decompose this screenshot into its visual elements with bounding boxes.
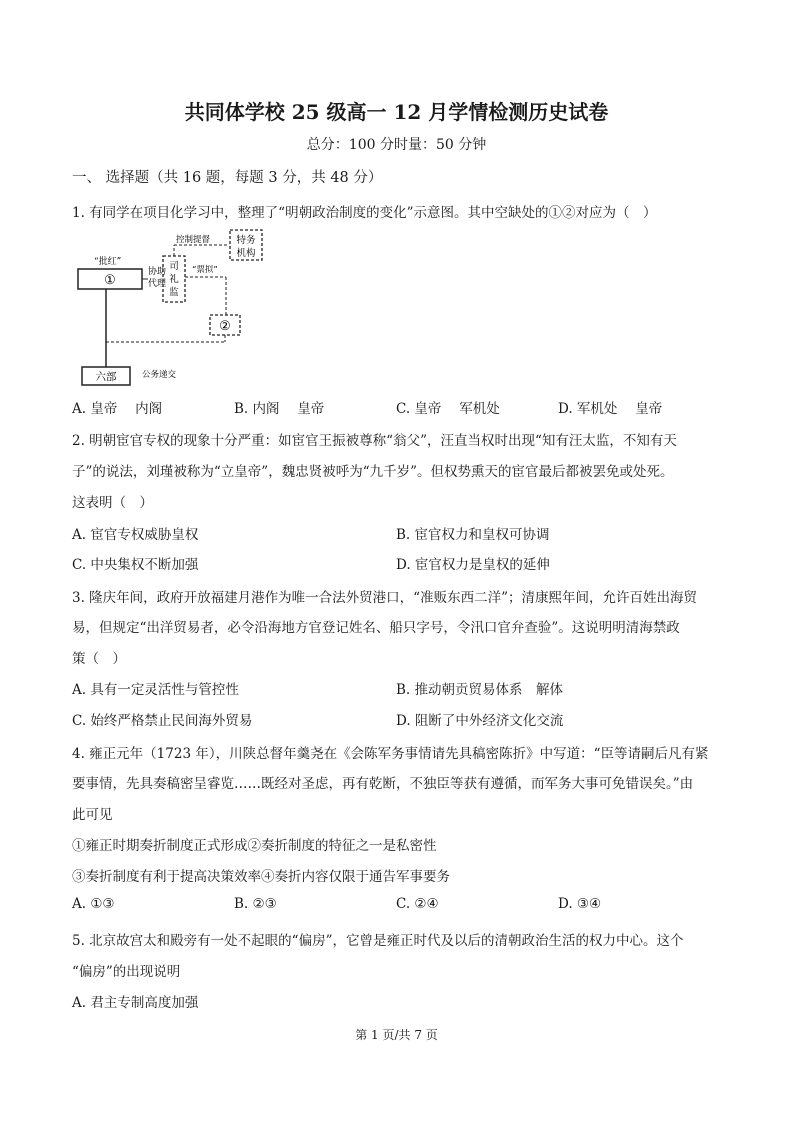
q4-line: ③奏折制度有利于提高决策效率④奏折内容仅限于通告军事要务 <box>72 869 450 885</box>
diagram-tewu-1: 特务 <box>236 235 256 246</box>
q5-line: 5. 北京故宫太和殿旁有一处不起眼的“偏房”，它曾是雍正时代及以后的清朝政治生活的权力中心。这个 <box>72 933 684 949</box>
q1-option-d[interactable]: D. 军机处 皇帝 <box>558 401 663 417</box>
q2-option-d[interactable]: D. 宦官权力是皇权的延伸 <box>396 557 550 573</box>
diagram-tewu-2: 机构 <box>236 248 256 259</box>
q1-option-a[interactable]: A. 皇帝 内阁 <box>72 401 163 417</box>
diagram-circle-1: ① <box>104 273 116 288</box>
q5-option-a[interactable]: A. 君主专制高度加强 <box>72 995 199 1011</box>
q2-option-a[interactable]: A. 宦官专权威胁皇权 <box>72 527 199 543</box>
diagram-li: 礼 <box>169 274 179 285</box>
q4-option-b[interactable]: B. ②③ <box>234 896 277 912</box>
q4-line: 要事情，先具奏稿密呈睿览……既经对圣虑，再有乾断，不独臣等获有遵循，而军务大事可免错误矣。”由 <box>72 776 694 792</box>
q3-option-a[interactable]: A. 具有一定灵活性与管控性 <box>72 682 239 698</box>
diagram-si: 司 <box>169 261 179 272</box>
q1-stem: 1. 有同学在项目化学习中，整理了“明朝政治制度的变化”示意图。其中空缺处的①②对应为（ ） <box>72 205 657 221</box>
q4-option-d[interactable]: D. ③④ <box>558 896 602 912</box>
diagram-kongzhi: 控制提督 <box>176 235 211 245</box>
diagram-liubu: 六部 <box>95 371 117 383</box>
q3-line: 策（ ） <box>72 651 126 667</box>
q4-line: 4. 雍正元年（1723 年），川陕总督年羹尧在《会陈军务事情请先具稿密陈折》中写道：“臣等请嗣后凡有紧 <box>72 746 709 762</box>
diagram-xiezhu-1: 协助 <box>148 267 167 277</box>
q4-line: 此可见 <box>72 807 113 823</box>
q3-option-b[interactable]: B. 推动朝贡贸易体系 解体 <box>396 682 564 698</box>
q3-line: 3. 隆庆年间，政府开放福建月港作为唯一合法外贸港口，“准贩东西二洋”；清康熙年间，允许百姓出海贸 <box>72 590 697 606</box>
diagram-circle-2: ② <box>219 319 231 334</box>
diagram-pihong: “批红” <box>94 257 122 267</box>
diagram-xiezhu-2: 代理 <box>148 279 167 289</box>
q3-option-d[interactable]: D. 阻断了中外经济文化交流 <box>396 713 564 729</box>
q2-option-b[interactable]: B. 宦官权力和皇权可协调 <box>396 527 550 543</box>
page-number: 第 1 页/共 7 页 <box>355 1028 438 1042</box>
q3-line: 易，但规定“出洋贸易者，必令沿海地方官登记姓名、船只字号，令汛口官弁查验”。这说明明清海禁政 <box>72 620 680 636</box>
page-title: 共同体学校 25 级高一 12 月学情检测历史试卷 <box>184 100 609 124</box>
diagram-jian: 监 <box>169 287 179 298</box>
q4-line: ①雍正时期奏折制度正式形成②奏折制度的特征之一是私密性 <box>72 838 437 854</box>
q2-line: 2. 明朝宦官专权的现象十分严重：如宦官王振被尊称“翁父”，汪直当权时出现“知有汪太监，不知有天 <box>72 433 677 449</box>
q2-option-c[interactable]: C. 中央集权不断加强 <box>72 557 199 573</box>
exam-meta: 总分：100 分时量：50 分钟 <box>306 137 487 153</box>
q4-option-c[interactable]: C. ②④ <box>396 896 439 912</box>
q1-diagram <box>70 222 270 390</box>
diagram-piaoni: “票拟” <box>192 265 218 275</box>
q1-option-c[interactable]: C. 皇帝 军机处 <box>396 401 500 417</box>
q2-line: 这表明（ ） <box>72 495 153 511</box>
section-heading: 一、 选择题（共 16 题，每题 3 分，共 48 分） <box>72 170 383 186</box>
q5-line: “偏房”的出现说明 <box>72 964 181 980</box>
diagram-gongwu: 公务递交 <box>142 370 177 380</box>
q1-option-b[interactable]: B. 内阁 皇帝 <box>234 401 325 417</box>
q3-option-c[interactable]: C. 始终严格禁止民间海外贸易 <box>72 713 253 729</box>
q4-option-a[interactable]: A. ①③ <box>72 896 115 912</box>
q2-line: 子”的说法，刘瑾被称为“立皇帝”，魏忠贤被呼为“九千岁”。但权势熏天的宦官最后都被罢免或处死。 <box>72 464 674 480</box>
